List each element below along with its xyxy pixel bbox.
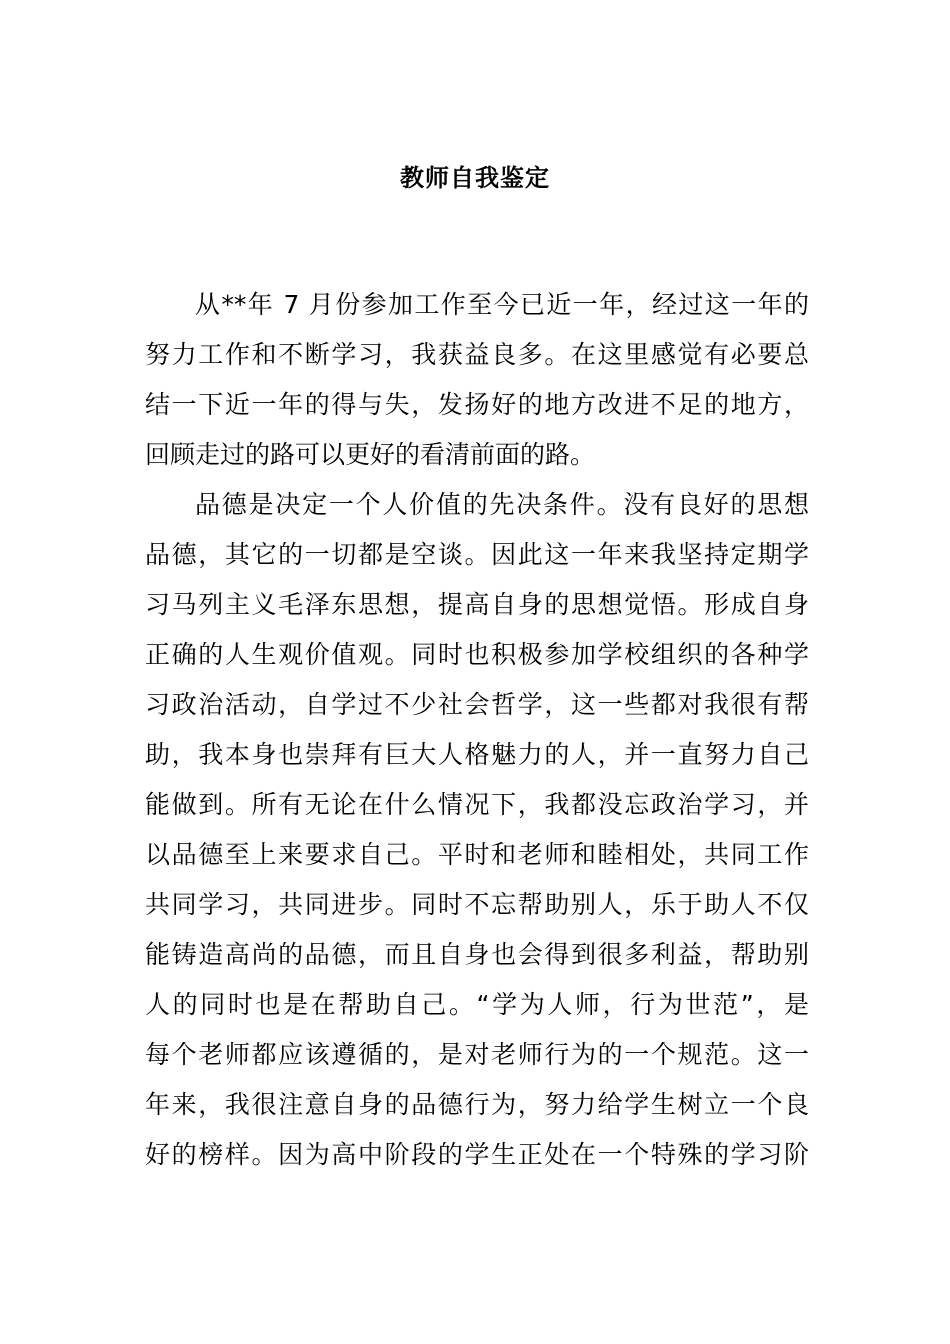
body-line: 年来，我很注意自身的品德行为，努力给学生树立一个良 <box>145 1090 809 1119</box>
body-line: 结一下近一年的得与失，发扬好的地方改进不足的地方， <box>145 390 809 419</box>
body-line: 从**年 7 月份参加工作至今已近一年，经过这一年的 <box>195 290 809 319</box>
body-line: 习马列主义毛泽东思想，提高自身的思想觉悟。形成自身 <box>145 590 809 619</box>
body-line: 正确的人生观价值观。同时也积极参加学校组织的各种学 <box>145 640 809 669</box>
body-line: 共同学习，共同进步。同时不忘帮助别人，乐于助人不仅 <box>145 890 809 919</box>
document-title: 教师自我鉴定 <box>400 164 550 192</box>
body-line: 人的同时也是在帮助自己。“学为人师，行为世范”，是 <box>145 990 809 1019</box>
body-line: 好的榜样。因为高中阶段的学生正处在一个特殊的学习阶 <box>145 1140 809 1169</box>
body-line: 品德是决定一个人价值的先决条件。没有良好的思想 <box>195 490 809 519</box>
body-line: 习政治活动，自学过不少社会哲学，这一些都对我很有帮 <box>145 690 809 719</box>
body-line: 回顾走过的路可以更好的看清前面的路。 <box>145 440 596 469</box>
body-line: 助，我本身也崇拜有巨大人格魅力的人，并一直努力自己 <box>145 740 809 769</box>
body-line: 能铸造高尚的品德，而且自身也会得到很多利益，帮助别 <box>145 940 809 969</box>
body-line: 每个老师都应该遵循的，是对老师行为的一个规范。这一 <box>145 1040 809 1069</box>
body-line: 能做到。所有无论在什么情况下，我都没忘政治学习，并 <box>145 790 809 819</box>
body-line: 以品德至上来要求自己。平时和老师和睦相处，共同工作 <box>145 840 809 869</box>
body-line: 品德，其它的一切都是空谈。因此这一年来我坚持定期学 <box>145 540 809 569</box>
document-body <box>145 280 809 1180</box>
body-line: 努力工作和不断学习，我获益良多。在这里感觉有必要总 <box>145 340 809 369</box>
